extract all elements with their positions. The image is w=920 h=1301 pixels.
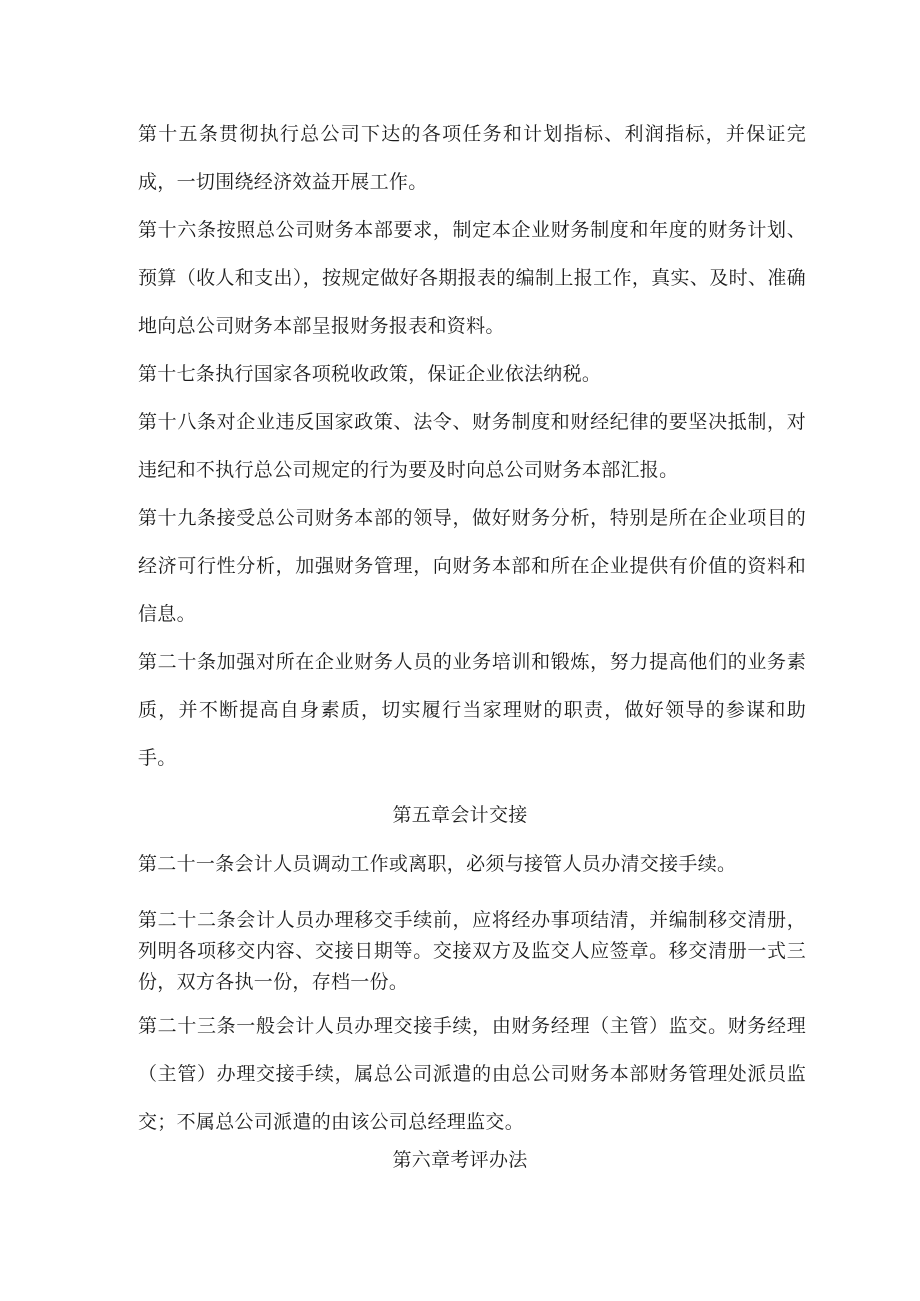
chapter-5-heading: 第五章会计交接 [392,804,528,826]
article-20: 第二十条加强对所在企业财务人员的业务培训和锻炼，努力提高他们的业务素质，并不断提高自身素质，切实履行当家理财的职责，做好领导的参谋和助手。 [138,651,806,769]
article-15: 第十五条贯彻执行总公司下达的各项任务和计划指标、利润指标，并保证完成，一切围绕经济效益开展工作。 [138,123,806,193]
article-23: 第二十三条一般会计人员办理交接手续，由财务经理（主管）监交。财务经理（主管）办理交接手续，属总公司派遣的由总公司财务本部财务管理处派员监交；不属总公司派遣的由该公司总经理监交。 [138,1015,806,1133]
article-16: 第十六条按照总公司财务本部要求，制定本企业财务制度和年度的财务计划、预算（收人和支出），按规定做好各期报表的编制上报工作，真实、及时、准确地向总公司财务本部呈报财务报表和资料。 [138,219,806,337]
article-21: 第二十一条会计人员调动工作或离职，必须与接管人员办清交接手续。 [138,853,737,875]
article-19: 第十九条接受总公司财务本部的领导，做好财务分析，特别是所在企业项目的经济可行性分析，加强财务管理，向财务本部和所在企业提供有价值的资料和信息。 [138,507,806,625]
article-17: 第十七条执行国家各项税收政策，保证企业依法纳税。 [138,363,602,385]
article-22: 第二十二条会计人员办理移交手续前，应将经办事项结清，并编制移交清册，列明各项移交内容、交接日期等。交接双方及监交人应签章。移交清册一式三份，双方各执一份，存档一份。 [138,909,806,993]
chapter-6-heading: 第六章考评办法 [392,1149,528,1171]
article-18: 第十八条对企业违反国家政策、法令、财务制度和财经纪律的要坚决抵制，对违纪和不执行总公司规定的行为要及时向总公司财务本部汇报。 [138,411,806,481]
